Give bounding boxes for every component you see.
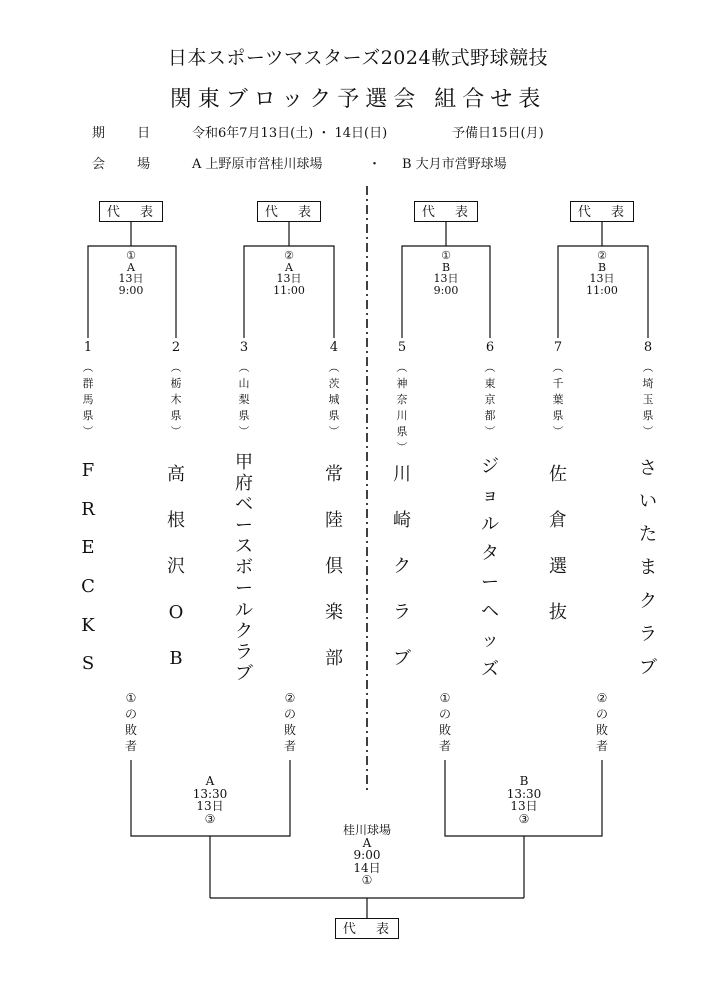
team-number: 2 (171, 340, 181, 355)
team-name: さ い た ま ク ラ ブ (639, 458, 657, 678)
team-prefecture: ︵ 群 馬 県 ︶ (82, 361, 94, 438)
team-name: 佐 倉 選 抜 (549, 464, 567, 623)
match-time: 13:30 (506, 786, 542, 801)
match-venue: A (205, 774, 215, 788)
venue-b: B 大月市営野球場 (402, 157, 507, 172)
loser-label-1: ① の 敗 者 (124, 691, 137, 753)
match-day: 13日 (589, 272, 615, 285)
match-day: 13日 (510, 799, 538, 813)
match-venue: B (519, 774, 529, 788)
match-venue: A (127, 260, 135, 274)
schedule-value: 令和6年7月13日(土) ・ 14日(日) (192, 126, 388, 141)
team-name: ジ ョ ル タ ー ヘ ッ ズ (481, 456, 499, 680)
page-subtitle: 関東ブロック予選会 組合せ表 (169, 87, 547, 112)
team-prefecture: ︵ 神 奈 川 県 ︶ (396, 361, 408, 454)
team-name: 常 陸 倶 楽 部 (325, 464, 343, 669)
match-time: 11:00 (273, 283, 305, 297)
match-b3 (494, 775, 554, 825)
match-number: ② (284, 249, 294, 262)
match-a2 (259, 250, 319, 296)
match-venue: A (285, 260, 293, 274)
match-day: 13日 (276, 272, 302, 285)
team-number: 3 (239, 340, 249, 355)
match-number: ① (361, 873, 373, 887)
rep-box-3: 代 表 (414, 201, 478, 222)
venue-label: 会 場 (92, 157, 165, 172)
match-number: ① (441, 249, 451, 262)
team-number: 6 (485, 340, 495, 355)
match-venue: B (597, 260, 607, 274)
match-number: ① (126, 249, 136, 262)
match-venue: A (362, 835, 372, 850)
match-day: 13日 (433, 272, 459, 285)
team-prefecture: ︵ 埼 玉 県 ︶ (642, 361, 654, 438)
match-time: 9:00 (433, 283, 459, 297)
loser-label-3: ① の 敗 者 (438, 691, 451, 753)
venue-a: A 上野原市営桂川球場 (192, 157, 323, 172)
team-number: 7 (553, 340, 563, 355)
team-number: 5 (397, 340, 407, 355)
match-venue: B (441, 260, 451, 274)
match-time: 11:00 (586, 283, 618, 297)
match-a3 (180, 775, 240, 825)
team-name: 高 根 沢 O B (167, 464, 185, 669)
team-name: F R E C K S (81, 460, 95, 675)
match-number: ③ (518, 811, 530, 826)
team-prefecture: ︵ 栃 木 県 ︶ (170, 361, 182, 438)
page-title: 日本スポーツマスターズ2024軟式野球競技 (167, 47, 549, 69)
team-prefecture: ︵ 茨 城 県 ︶ (328, 361, 340, 438)
team-name: 川 崎 ク ラ ブ (393, 464, 411, 669)
team-number: 4 (329, 340, 339, 355)
team-number: 1 (83, 340, 93, 355)
venue-dot: ・ (368, 157, 382, 172)
team-name: 甲 府 ベ ー ス ボ ー ル ク ラ ブ (235, 452, 253, 684)
final-place: 桂川球場 (342, 823, 391, 837)
match-a1 (101, 250, 161, 296)
match-number: ② (597, 249, 607, 262)
rep-box-4: 代 表 (570, 201, 634, 222)
team-prefecture: ︵ 山 梨 県 ︶ (238, 361, 250, 438)
team-prefecture: ︵ 東 京 都 ︶ (484, 361, 496, 438)
match-day: 14日 (353, 860, 381, 875)
reserve-day: 予備日15日(月) (452, 126, 544, 141)
rep-box-final: 代 表 (335, 918, 399, 939)
loser-label-4: ② の 敗 者 (595, 691, 608, 753)
team-number: 8 (643, 340, 653, 355)
team-prefecture: ︵ 千 葉 県 ︶ (552, 361, 564, 438)
loser-label-2: ② の 敗 者 (283, 691, 296, 753)
match-day: 13日 (196, 799, 224, 813)
schedule-label: 期 日 (92, 126, 165, 141)
match-b1 (416, 250, 476, 296)
match-time: 13:30 (192, 786, 228, 801)
match-number: ③ (204, 811, 216, 826)
match-b2 (572, 250, 632, 296)
rep-box-1: 代 表 (99, 201, 163, 222)
match-time: 9:00 (118, 283, 144, 297)
match-time: 9:00 (353, 848, 381, 862)
match-final (322, 824, 412, 887)
match-day: 13日 (118, 272, 144, 285)
rep-box-2: 代 表 (257, 201, 321, 222)
